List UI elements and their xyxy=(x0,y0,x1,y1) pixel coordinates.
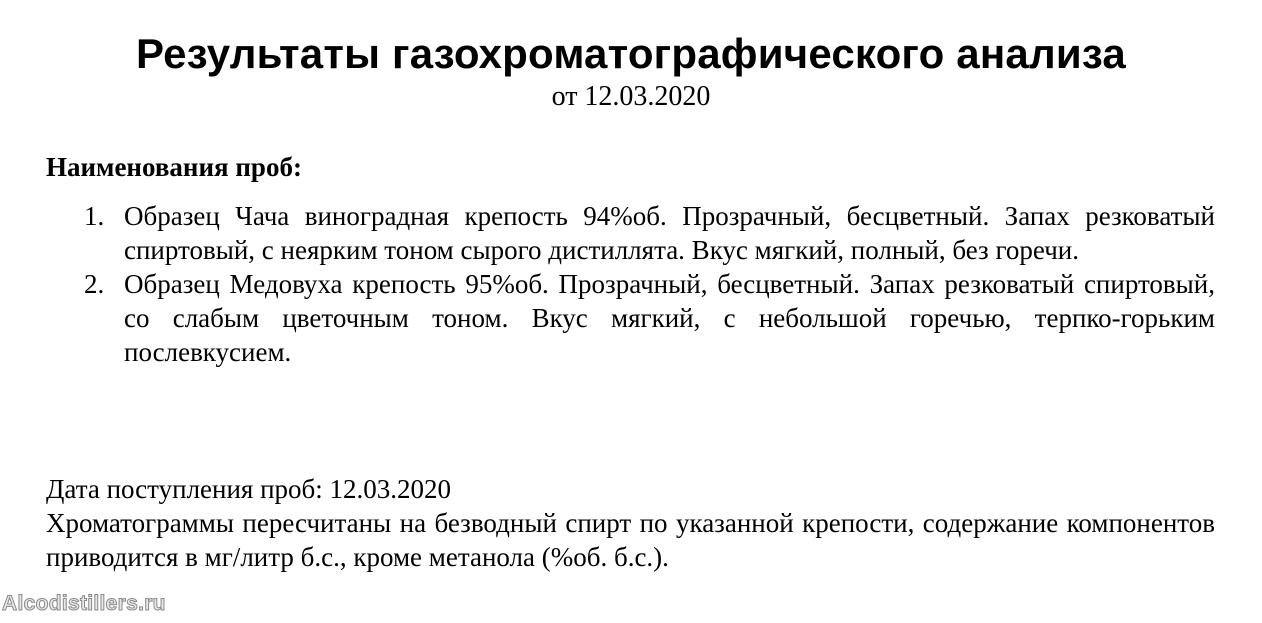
sample-item xyxy=(76,199,1215,267)
sample-description: Образец Медовуха крепость 95%об. Прозрачный, бесцветный. Запах резковатый спиртовый, со слабым цветочным тоном. Вкус мягкий, с небольшой горечью, терпко-горьким послевкусием. xyxy=(124,269,1215,367)
samples-list xyxy=(76,199,1215,369)
receipt-date: Дата поступления проб: 12.03.2020 xyxy=(46,474,452,504)
samples-heading: Наименования проб: xyxy=(46,152,302,182)
footer-notes xyxy=(46,472,1215,574)
sample-number: 2. xyxy=(84,269,105,299)
sample-item xyxy=(76,267,1215,369)
sample-number: 1. xyxy=(84,201,105,231)
sample-description: Образец Чача виноградная крепость 94%об. Прозрачный, бесцветный. Запах резковатый спиртовый, с неярким тоном сырого дистиллята. Вкус мягкий, полный, без горечи. xyxy=(124,201,1215,265)
site-watermark: Alcodistillers.ru xyxy=(2,592,166,615)
document-date: от 12.03.2020 xyxy=(551,81,711,112)
document-title: Результаты газохроматографического анализа xyxy=(136,30,1126,77)
recalculation-note: Хроматограммы пересчитаны на безводный спирт по указанной крепости, содержание компонентов приводится в мг/литр б.с., кроме метанола (%об. б.с.). xyxy=(46,508,1215,572)
